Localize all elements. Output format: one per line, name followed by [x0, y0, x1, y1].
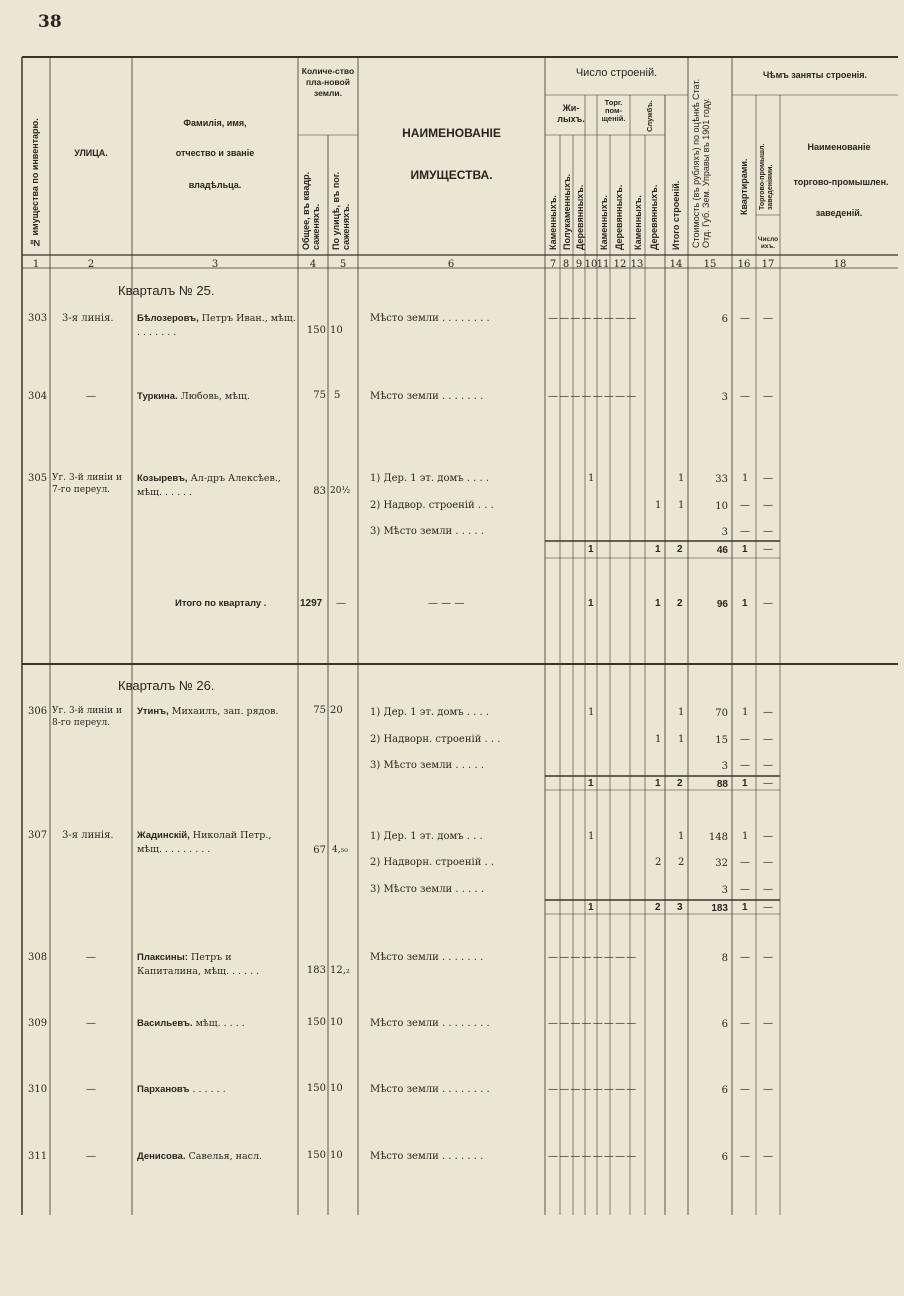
building-dashes: — — — — — — — —	[548, 391, 636, 402]
header-land-street: По улицѣ, въ пог. саженяхъ.	[331, 171, 351, 250]
property: Мѣсто земли . . . . . . .	[370, 952, 484, 963]
street: —	[86, 391, 96, 402]
col-number: 7	[549, 259, 557, 270]
land-total: 150	[306, 1083, 326, 1094]
trade-count: —	[763, 831, 773, 842]
sum-wooden-service: 2	[655, 902, 661, 913]
inventory-number: 304	[28, 391, 48, 402]
sum-total-buildings: 2	[677, 544, 683, 555]
quarter-total-trade: —	[763, 598, 773, 609]
col-number: 5	[339, 259, 347, 270]
trade-count: —	[763, 1018, 773, 1029]
total-buildings: 1	[678, 707, 685, 718]
total-buildings: 1	[678, 831, 685, 842]
header-inventory-number: № имущества по инвентарю.	[30, 118, 40, 248]
total-buildings: 1	[678, 734, 685, 745]
apartments: —	[740, 884, 750, 895]
value: 6	[721, 1019, 728, 1030]
col-number: 15	[703, 259, 717, 270]
trade-count: —	[763, 1151, 773, 1162]
trade-count: —	[763, 1084, 773, 1095]
col-number: 12	[613, 259, 627, 270]
street: —	[86, 1084, 96, 1095]
land-street: 5	[334, 390, 341, 401]
header-land-total: Общее, въ квадр. саженяхъ.	[301, 171, 321, 250]
header-wooden-2: Деревянныхъ.	[614, 184, 624, 250]
owner: Васильевъ. мѣщ. . . . .	[137, 1018, 245, 1029]
sum-total-buildings: 2	[677, 778, 683, 789]
quarter-title: Кварталъ № 26.	[118, 678, 215, 693]
owner: Утинъ, Михаилъ, зап. рядов.	[137, 706, 279, 717]
property: 2) Надворн. строеній . . .	[370, 734, 501, 745]
sum-value: 46	[716, 545, 728, 556]
trade-count: —	[763, 391, 773, 402]
quarter-total-street: —	[336, 598, 346, 609]
header-apartments: Квартирами.	[739, 158, 749, 215]
sum-apartments: 1	[742, 902, 748, 913]
wooden-service: 1	[655, 500, 662, 511]
sum-wooden-service: 1	[655, 544, 661, 555]
sum-wooden-service: 1	[655, 778, 661, 789]
wooden-residential: 1	[588, 707, 595, 718]
header-buildings-count: Число строеній.	[575, 67, 658, 79]
owner: Бѣлозеровъ, Петръ Иван., мѣщ. . . . . . . .	[137, 313, 296, 338]
quarter-total-land: 1297	[300, 598, 323, 609]
col-number: 6	[447, 259, 455, 270]
inventory-number: 310	[28, 1084, 48, 1095]
col-number: 18	[833, 259, 847, 270]
sum-apartments: 1	[742, 544, 748, 555]
property: Мѣсто земли . . . . . . . .	[370, 313, 490, 324]
header-occupied: Чѣмъ заняты строенія.	[762, 70, 868, 80]
building-dashes: — — — — — — — —	[548, 1084, 636, 1095]
header-owner-1: Фамилія, имя,	[183, 118, 247, 128]
property: 3) Мѣсто земли . . . . .	[370, 884, 484, 895]
value: 6	[721, 314, 728, 325]
apartments: —	[740, 1151, 750, 1162]
building-dashes: — — — — — — — —	[548, 1151, 636, 1162]
value: 70	[715, 708, 728, 719]
page-number: 38	[38, 12, 62, 32]
header-trade-name-1: Наименованіе	[807, 142, 871, 152]
apartments: 1	[742, 473, 749, 484]
apartments: —	[740, 526, 750, 537]
header-residential: Жи-лыхъ.	[557, 103, 585, 124]
header-service: Службъ.	[645, 100, 654, 132]
property: 3) Мѣсто земли . . . . .	[370, 526, 484, 537]
inventory-number: 303	[28, 313, 48, 324]
land-total: 150	[306, 1017, 326, 1028]
sum-apartments: 1	[742, 778, 748, 789]
land-total: 67	[313, 845, 326, 856]
property: Мѣсто земли . . . . . . .	[370, 1151, 484, 1162]
property: 2) Надворн. строеній . .	[370, 857, 495, 868]
value: 8	[721, 953, 728, 964]
value: 3	[721, 527, 728, 538]
building-dashes: — — — — — — — —	[548, 313, 636, 324]
land-total: 183	[306, 965, 326, 976]
header-street: УЛИЦА.	[74, 148, 108, 158]
apartments: —	[740, 313, 750, 324]
quarter-total-label: Итого по кварталу .	[175, 598, 267, 609]
header-stone-3: Каменныхъ.	[633, 195, 643, 250]
trade-count: —	[763, 707, 773, 718]
sum-trade-count: —	[763, 778, 773, 789]
street: 3-я линія.	[62, 830, 114, 841]
property: 1) Дер. 1 эт. домъ . . . .	[370, 473, 490, 484]
header-wooden: Деревянныхъ.	[575, 184, 585, 250]
property: 1) Дер. 1 эт. домъ . . .	[370, 831, 483, 842]
trade-count: —	[763, 857, 773, 868]
quarter-total-property: — — —	[428, 598, 465, 609]
property: Мѣсто земли . . . . . . .	[370, 391, 484, 402]
property: 1) Дер. 1 эт. домъ . . . .	[370, 707, 490, 718]
sum-wooden-residential: 1	[588, 778, 594, 789]
land-street: 20½	[330, 486, 351, 496]
building-dashes: — — — — — — — —	[548, 952, 636, 963]
header-stone: Каменныхъ.	[548, 195, 558, 250]
land-total: 83	[313, 486, 326, 497]
inventory-number: 306	[28, 706, 48, 717]
quarter-total-service: 1	[655, 598, 661, 609]
street: Уг. 3-й линіи и 7-го переул.	[52, 473, 123, 495]
header-property-2: ИМУЩЕСТВА.	[410, 168, 493, 182]
total-buildings: 1	[678, 473, 685, 484]
trade-count: —	[763, 760, 773, 771]
owner: Денисова. Савелья, насл.	[137, 1151, 263, 1162]
property: Мѣсто земли . . . . . . . .	[370, 1084, 490, 1095]
sum-trade-count: —	[763, 544, 773, 555]
wooden-residential: 1	[588, 831, 595, 842]
col-number: 2	[87, 259, 95, 270]
quarter-title: Кварталъ № 25.	[118, 283, 215, 298]
quarter-total-value: 96	[716, 599, 728, 610]
apartments: —	[740, 734, 750, 745]
street: Уг. 3-й линіи и 8-го переул.	[52, 706, 123, 728]
land-total: 150	[306, 325, 326, 336]
header-owner-3: владѣльца.	[188, 180, 242, 190]
land-total: 75	[313, 705, 326, 716]
apartments: —	[740, 760, 750, 771]
wooden-residential: 1	[588, 473, 595, 484]
owner: Жадинскій, Николай Петр., мѣщ. . . . . . . . .	[137, 830, 272, 855]
total-buildings: 1	[678, 500, 685, 511]
inventory-number: 308	[28, 952, 48, 963]
col-number: 11	[596, 259, 610, 270]
value: 148	[708, 832, 728, 843]
owner: Козыревъ, Ал-дръ Алексѣев., мѣщ. . . . . .	[137, 473, 281, 498]
col-number: 10	[584, 259, 598, 270]
sum-value: 88	[716, 779, 728, 790]
property: 3) Мѣсто земли . . . . .	[370, 760, 484, 771]
trade-count: —	[763, 734, 773, 745]
col-number: 17	[761, 259, 775, 270]
land-street: 20	[330, 705, 343, 716]
quarter-total-buildings: 2	[677, 598, 683, 609]
header-trade-name-2: торгово-промышлен.	[793, 177, 889, 187]
sum-value: 183	[711, 903, 728, 914]
street: —	[86, 1018, 96, 1029]
header-trade-name-3: заведеній.	[815, 208, 863, 218]
trade-count: —	[763, 473, 773, 484]
col-number: 3	[211, 259, 219, 270]
inventory-number: 307	[28, 830, 48, 841]
land-street: 10	[330, 1150, 343, 1161]
street: —	[86, 952, 96, 963]
header-commercial: Торг. пом-щеній.	[601, 98, 626, 123]
col-number: 14	[669, 259, 683, 270]
property: 2) Надвор. строеній . . .	[370, 500, 494, 511]
inventory-number: 305	[28, 473, 48, 484]
header-stone-2: Каменныхъ.	[599, 195, 609, 250]
header-wooden-3: Деревянныхъ.	[649, 184, 659, 250]
land-street: 10	[330, 1017, 343, 1028]
apartments: 1	[742, 707, 749, 718]
apartments: —	[740, 1018, 750, 1029]
trade-count: —	[763, 526, 773, 537]
building-dashes: — — — — — — — —	[548, 1018, 636, 1029]
trade-count: —	[763, 884, 773, 895]
street: 3-я линія.	[62, 313, 114, 324]
quarter-total-apartments: 1	[742, 598, 748, 609]
value: 32	[715, 858, 728, 869]
apartments: —	[740, 857, 750, 868]
land-street: 10	[330, 1083, 343, 1094]
value: 33	[715, 474, 728, 485]
header-value: Стоимость (въ рубляхъ) по оцѣнкѣ Стат. Отд. Губ. Зем. Управы въ 1901 году.	[691, 78, 711, 248]
header-total-buildings: Итого строеній.	[671, 180, 681, 250]
col-number: 13	[630, 259, 644, 270]
value: 10	[715, 501, 728, 512]
header-semistone: Полукаменныхъ.	[562, 173, 572, 250]
total-buildings: 2	[678, 857, 685, 868]
trade-count: —	[763, 952, 773, 963]
value: 6	[721, 1085, 728, 1096]
land-total: 75	[313, 390, 326, 401]
sum-wooden-residential: 1	[588, 544, 594, 555]
col-number: 1	[32, 259, 40, 270]
header-property-1: НАИМЕНОВАНІЕ	[402, 126, 501, 140]
value: 3	[721, 885, 728, 896]
land-street: 4,₅₀	[332, 845, 348, 855]
value: 3	[721, 392, 728, 403]
land-street: 12,₂	[330, 965, 350, 976]
value: 3	[721, 761, 728, 772]
sum-wooden-residential: 1	[588, 902, 594, 913]
property: Мѣсто земли . . . . . . . .	[370, 1018, 490, 1029]
land-total: 150	[306, 1150, 326, 1161]
wooden-service: 1	[655, 734, 662, 745]
owner: Туркина. Любовь, мѣщ.	[137, 391, 250, 402]
col-number: 4	[309, 259, 317, 270]
inventory-number: 309	[28, 1018, 48, 1029]
land-street: 10	[330, 325, 343, 336]
value: 15	[715, 735, 728, 746]
apartments: —	[740, 952, 750, 963]
wooden-service: 2	[655, 857, 662, 868]
value: 6	[721, 1152, 728, 1163]
sum-trade-count: —	[763, 902, 773, 913]
apartments: —	[740, 500, 750, 511]
owner: Плаксины: Петръ и Капиталина, мѣщ. . . . . .	[137, 952, 260, 977]
apartments: —	[740, 391, 750, 402]
header-count: Число ихъ.	[757, 236, 779, 250]
apartments: 1	[742, 831, 749, 842]
apartments: —	[740, 1084, 750, 1095]
col-number: 9	[575, 259, 583, 270]
col-number: 8	[562, 259, 570, 270]
col-number: 16	[737, 259, 751, 270]
trade-count: —	[763, 313, 773, 324]
header-trade-est: Торгово-промышл. заведеніями.	[759, 143, 774, 210]
sum-total-buildings: 3	[677, 902, 683, 913]
header-owner-2: отчество и званіе	[175, 148, 255, 158]
quarter-total-wooden: 1	[588, 598, 594, 609]
header-land-qty: Количе-ство пла-новой земли.	[301, 66, 355, 98]
trade-count: —	[763, 500, 773, 511]
street: —	[86, 1151, 96, 1162]
inventory-number: 311	[28, 1151, 48, 1162]
owner: Пархановъ . . . . . .	[137, 1084, 226, 1095]
